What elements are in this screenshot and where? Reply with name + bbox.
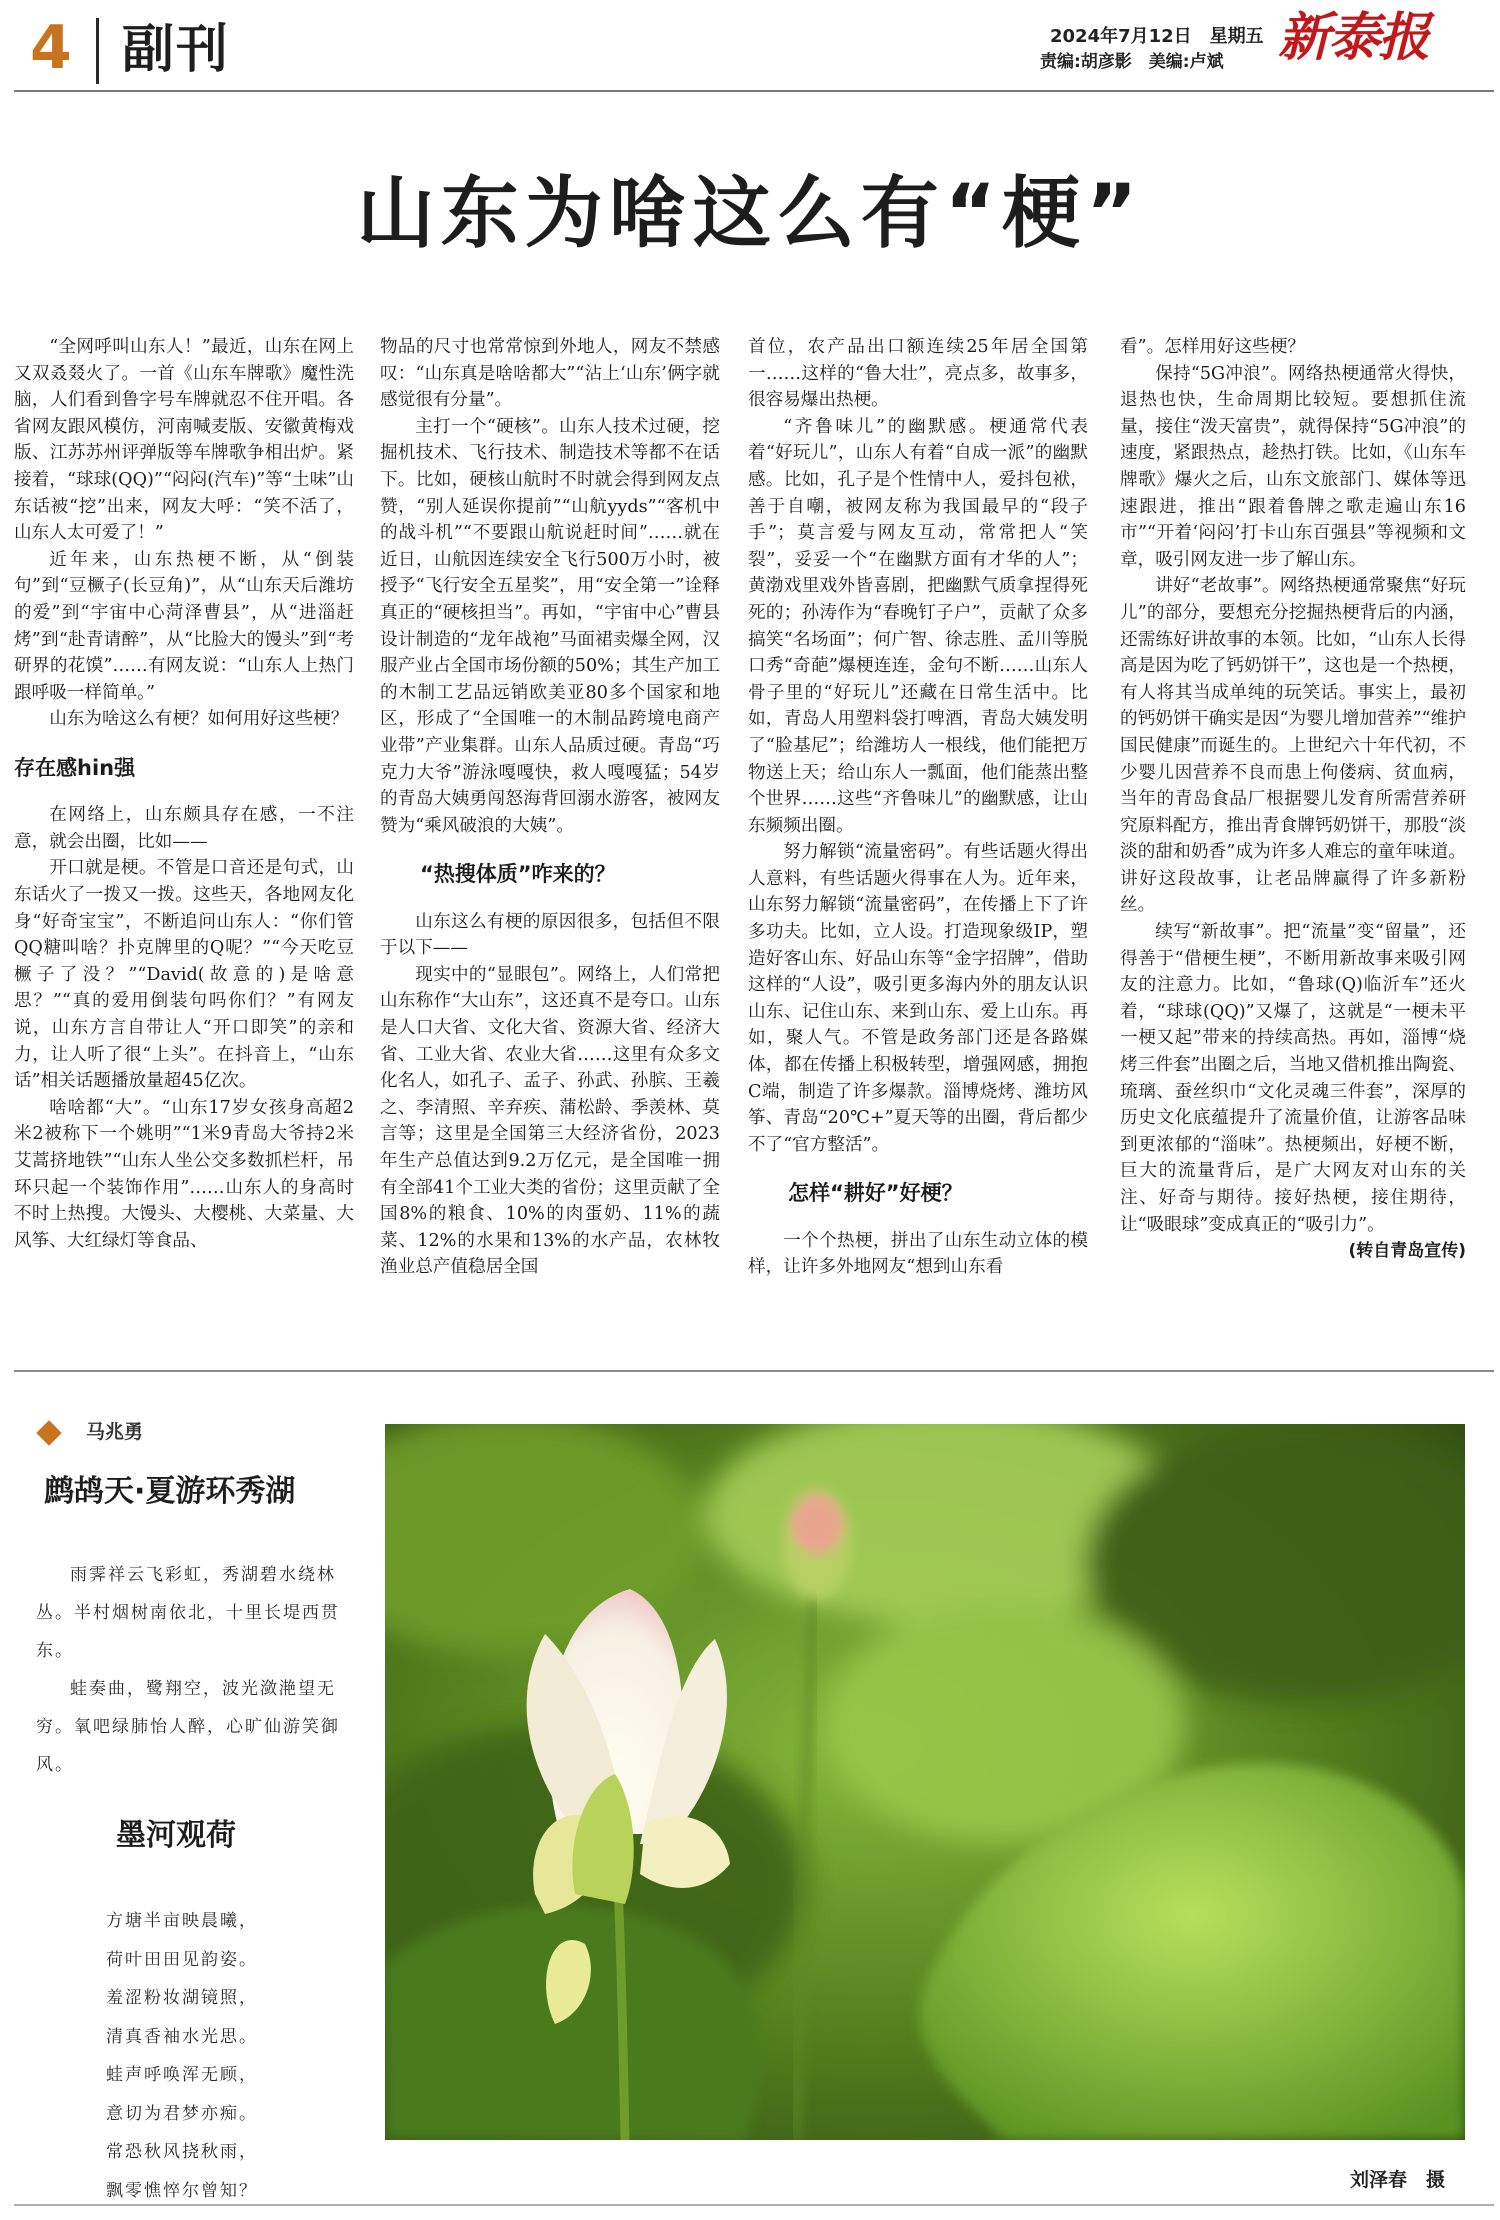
paragraph: 山东为啥这么有梗？如何用好这些梗？ xyxy=(49,709,349,730)
poem-title: 鹧鸪天·夏游环秀湖 xyxy=(44,1474,296,1509)
subheading: 存在感hin强 xyxy=(14,755,136,780)
paragraph: 在网络上，山东颇具存在感，一不注意，就会出圈，比如—— xyxy=(14,805,354,852)
subheading: “热搜体质”咋来的？ xyxy=(420,862,616,887)
poem-line: 飘零憔悴尔曾知？ xyxy=(106,2180,258,2201)
paragraph: 近年来，山东热梗不断，从“倒装句”到“豆橛子(长豆角)”，从“山东天后潍坊的爱”到“宇宙中心菏泽曹县”，从“进淄赶烤”到“赴青请醉”，从“比脸大的馒头”到“考研界的花馍”……有网友说：“山东人上热门跟呼吸一样简单。” xyxy=(14,549,354,703)
poem-line: 方塘半亩映晨曦， xyxy=(106,1911,258,1931)
paragraph: “全网呼叫山东人！”最近，山东在网上又双叒叕火了。一首《山东车牌歌》魔性洗脑，人们看到鲁字号车牌就忍不住开唱。各省网友跟风模仿，河南喊麦版、安徽黄梅戏版、江苏苏州评弹版等车牌歌争相出炉。紧接着，“球球(QQ)”“闷闷(汽车)”等“土味”山东话被“挖”出来，网友大呼：“笑不活了，山东人太可爱了！” xyxy=(14,337,354,544)
article-column-2 xyxy=(380,334,720,1339)
paragraph: “齐鲁味儿”的幽默感。梗通常代表着“好玩儿”，山东人有着“自成一派”的幽默感。比如，孔子是个性情中人，爱抖包袱，善于自嘲，被网友称为我国最早的“段子手”；莫言爱与网友互动，常常把人“笑裂”，妥妥一个“在幽默方面有才华的人”；黄渤戏里戏外皆喜剧，把幽默气质拿捏得死死的；孙涛作为“春晚钉子户”，贡献了众多搞笑“名场面”；何广智、徐志胜、孟川等脱口秀“奇葩”爆梗连连，金句不断……山东人骨子里的“好玩儿”还藏在日常生活中。比如，青岛人用塑料袋打啤酒，青岛大姨发明了“脸基尼”；给潍坊人一根线，他们能把万物送上天；给山东人一瓢面，他们能蒸出整个世界……这些“齐鲁味儿”的幽默感，让山东频频出圈。 xyxy=(748,416,1088,836)
poem-author: 马兆勇 xyxy=(86,1421,144,1443)
poem-body xyxy=(36,1556,342,1784)
poem-line: 羞涩粉妆湖镜照， xyxy=(106,1988,258,2008)
paragraph: 啥啥都“大”。“山东17岁女孩身高超2米2被称下一个姚明”“1米9青岛大爷持2米艾蒿挤地铁”“山东人坐公交多数抓栏杆，吊环只起一个装饰作用”……山东人的身高时不时上热搜。大馒头、大樱桃、大菜量、大风筝、大红绿灯等食品、 xyxy=(14,1097,354,1251)
article-source: (转自青岛宣传) xyxy=(1348,1241,1466,1262)
article-column-4 xyxy=(1120,334,1466,1339)
newspaper-masthead-logo: 新泰报 xyxy=(1278,7,1429,68)
poem-line: 常恐秋风挠秋雨， xyxy=(106,2142,258,2162)
paragraph: 保持“5G冲浪”。网络热梗通常火得快，退热也快，生命周期比较短。要想抓住流量，接住“泼天富贵”，就得保持“5G冲浪”的速度，紧跟热点，趁热打铁。比如，《山东车牌歌》爆火之后，山东文旅部门、媒体等迅速跟进，推出“跟着鲁牌之歌走遍山东16市”“开着‘闷闷’打卡山东百强县”等视频和文章，吸引网友进一步了解山东。 xyxy=(1120,363,1466,570)
paragraph: 山东这么有梗的原因很多，包括但不限于以下—— xyxy=(380,911,720,959)
paragraph: 看”。怎样用好这些梗？ xyxy=(1120,337,1305,357)
paragraph: 物品的尺寸也常常惊到外地人，网友不禁感叹：“山东真是啥啥都大”“沾上‘山东’俩字就感觉很有分量”。 xyxy=(380,337,720,411)
article-headline: 山东为啥这么有“梗” xyxy=(356,169,1144,259)
lotus-photo-illustration xyxy=(385,1424,1465,2140)
photo-credit: 刘泽春 摄 xyxy=(1350,2169,1446,2191)
paragraph: 努力解锁“流量密码”。有些话题火得出人意料，有些话题火得事在人为。近年来，山东努力解锁“流量密码”，在传播上下了许多功夫。比如，立人设。打造现象级IP，塑造好客山东、好品山东等“金字招牌”，借助这样的“人设”，吸引更多海内外的朋友认识山东、记住山东、来到山东、爱上山东。再如，聚人气。不管是政务部门还是各路媒体，都在传播上积极转型，增强网感，拥抱C端，制造了许多爆款。淄博烧烤、潍坊风筝、青岛“20℃+”夏天等的出圈，背后都少不了“官方整活”。 xyxy=(748,842,1088,1155)
poem-stanza: 蛙奏曲，鹭翔空，波光潋滟望无穷。氧吧绿肺怡人醉，心旷仙游笑御风。 xyxy=(36,1679,340,1775)
paragraph: 主打一个“硬核”。山东人技术过硬，挖掘机技术、飞行技术、制造技术等都不在话下。比如，硬核山航时不时就会得到网友点赞，“别人延误你提前”“山航yyds”“客机中的战斗机”“不要跟山航说赶时间”……就在近日，山航因连续安全飞行500万小时，被授予“飞行安全五星奖”，用“安全第一”诠释真正的“硬核担当”。再如，“宇宙中心”曹县设计制造的“龙年战袍”马面裙卖爆全网，汉服产业占全国市场份额的50%；其生产加工的木制工艺品远销欧美亚80多个国家和地区，形成了“全国唯一的木制品跨境电商产业带”产业集群。山东人品质过硬。青岛“巧克力大爷”游泳嘎嘎快，救人嘎嘎猛；54岁的青岛大姨勇闯怒海背回溺水游客，被网友赞为“乘风破浪的大姨”。 xyxy=(380,416,720,836)
poem-line: 蛙声呼唤浑无顾， xyxy=(106,2065,258,2085)
lotus-bud xyxy=(783,1488,851,1600)
subheading: 怎样“耕好”好梗？ xyxy=(788,1181,963,1206)
poem-title: 墨河观荷 xyxy=(116,1818,236,1853)
header-divider xyxy=(96,18,99,84)
section-name: 副刊 xyxy=(122,20,231,80)
poem-stanza: 雨霁祥云飞彩虹，秀湖碧水绕林丛。半村烟树南依北，十里长堤西贯东。 xyxy=(36,1565,340,1661)
paragraph: 开口就是梗。不管是口音还是句式，山东话火了一拨又一拨。这些天，各地网友化身“好奇宝宝”，不断追问山东人：“你们管QQ糖叫啥？扑克牌里的Q呢？”“今天吃豆橛子了没？”“David(故意的)是啥意思？”“真的爱用倒装句吗你们？”有网友说，山东方言自带让人“开口即笑”的亲和力，让人听了很“上头”。在抖音上，“山东话”相关话题播放量超45亿次。 xyxy=(14,858,354,1092)
paragraph: 首位，农产品出口额连续25年居全国第一……这样的“鲁大壮”，亮点多，故事多，很容易爆出热梗。 xyxy=(748,337,1088,411)
poem-line: 意切为君梦亦痴。 xyxy=(106,2103,258,2124)
paragraph: 续写“新故事”。把“流量”变“留量”，还得善于“借梗生梗”，不断用新故事来吸引网友的注意力。比如，“鲁球(Q)临沂车”还火着，“球球(QQ)”又爆了，这就是“一梗未平一梗又起”带来的持续高热。再如，淄博“烧烤三件套”出圈之后，当地又借机推出陶瓷、琉璃、蚕丝织巾“文化灵魂三件套”，深厚的历史文化底蕴提升了流量价值，让游客品味到更浓郁的“淄味”。热梗频出，好梗不断，巨大的流量背后，是广大网友对山东的关注、好奇与期待。接好热梗，接住期待，让“吸眼球”变成真正的“吸引力”。 xyxy=(1120,922,1466,1235)
article-column-3 xyxy=(748,334,1088,1339)
paragraph: 现实中的“显眼包”。网络上，人们常把山东称作“大山东”，这还真不是夸口。山东是人口大省、文化大省、资源大省、经济大省、工业大省、农业大省……这里有众多文化名人，如孔子、孟子、孙武、孙膑、王羲之、李清照、辛弃疾、蒲松龄、季羡林、莫言等；这里是全国第三大经济省份，2023年生产总值达到9.2万亿元，是全国唯一拥有全部41个工业大类的省份；这里贡献了全国8%的粮食、10%的肉蛋奶、11%的蔬菜、12%的水果和13%的水产品，农林牧渔业总产值稳居全国 xyxy=(380,964,720,1278)
article-column-1 xyxy=(14,334,354,1339)
diamond-icon xyxy=(36,1420,61,1445)
paragraph: 讲好“老故事”。网络热梗通常聚焦“好玩儿”的部分，要想充分挖掘热梗背后的内涵，还需练好讲故事的本领。比如，“山东人长得高是因为吃了钙奶饼干”，这也是一个热梗，有人将其当成单纯的玩笑话。事实上，最初的钙奶饼干确实是因“为婴儿增加营养”“维护国民健康”而诞生的。上世纪六十年代初，不少婴儿因营养不良而患上佝偻病、贫血病，当年的青岛食品厂根据婴儿发育所需营养研究原料配方，推出青食牌钙奶饼干，那股“淡淡的甜和奶香”成为许多人难忘的童年味道。讲好这段故事，让老品牌赢得了许多新粉丝。 xyxy=(1120,576,1466,916)
poem-line: 荷叶田田见韵姿。 xyxy=(106,1949,258,1970)
header-rule xyxy=(14,90,1494,92)
bottom-rule xyxy=(14,2204,1494,2206)
page-number: 4 xyxy=(30,13,72,83)
section-divider xyxy=(14,1370,1494,1372)
issue-date: 2024年7月12日 星期五 xyxy=(1050,26,1264,47)
lotus-photo xyxy=(385,1424,1465,2140)
editor-credits: 责编:胡彦影 美编:卢斌 xyxy=(1040,52,1224,72)
paragraph: 一个个热梗，拼出了山东生动立体的模样，让许多外地网友“想到山东看 xyxy=(748,1230,1088,1278)
poem-line: 清真香袖水光思。 xyxy=(106,2026,258,2047)
poem-body xyxy=(106,1902,356,2210)
